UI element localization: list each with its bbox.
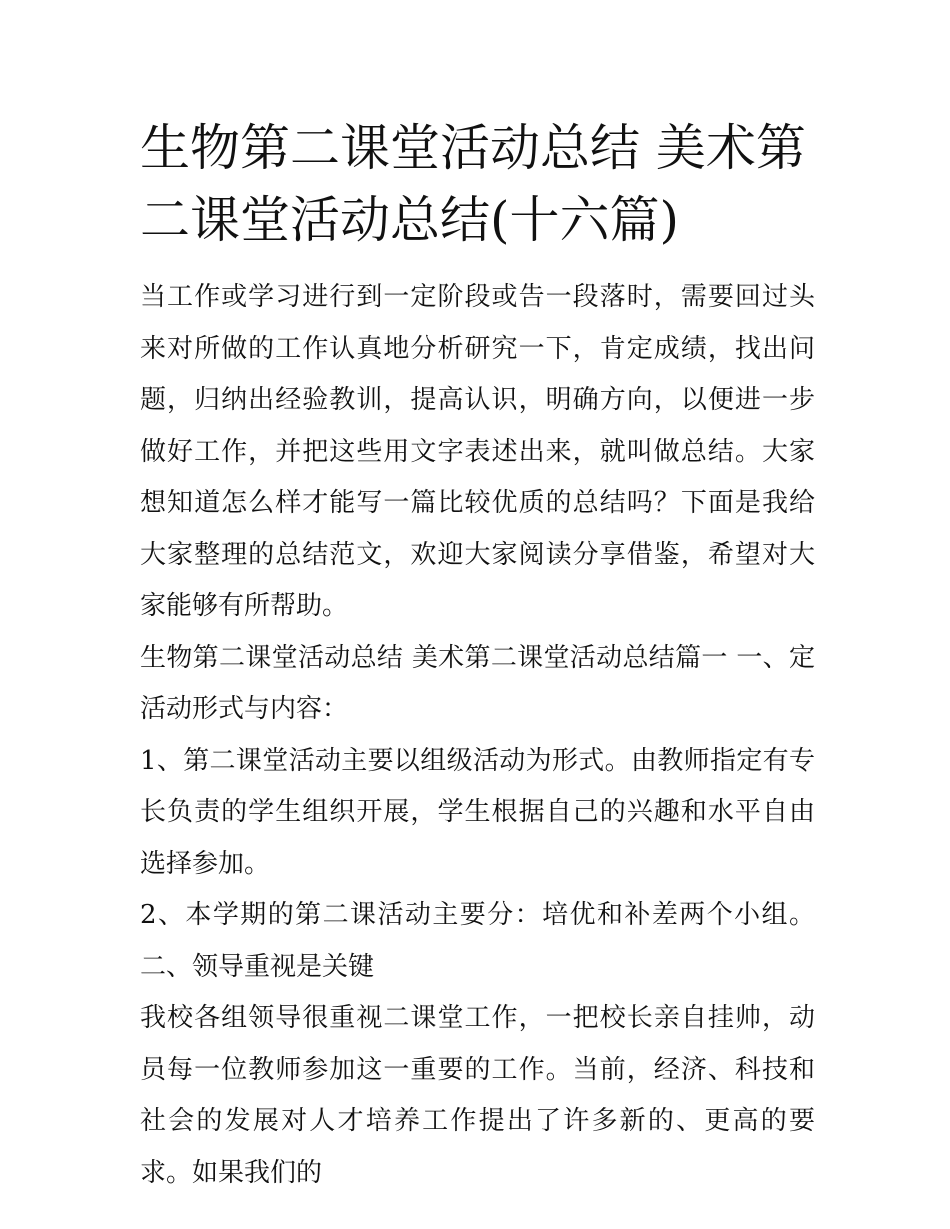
- section-heading-paragraph: 生物第二课堂活动总结 美术第二课堂活动总结篇一 一、定活动形式与内容：: [140, 642, 815, 724]
- document-body: [140, 272, 815, 1199]
- list-item-2-paragraph: 2、本学期的第二课活动主要分：培优和补差两个小组。 二、领导重视是关键: [140, 900, 815, 982]
- document-page: [140, 112, 815, 1199]
- document-title: 生物第二课堂活动总结 美术第二课堂活动总结(十六篇): [140, 119, 806, 249]
- list-item-1-paragraph: 1、第二课堂活动主要以组级活动为形式。由教师指定有专长负责的学生组织开展，学生根据自己的兴趣和水平自由选择参加。: [140, 745, 815, 879]
- intro-paragraph: 当工作或学习进行到一定阶段或告一段落时，需要回过头来对所做的工作认真地分析研究一下，肯定成绩，找出问题，归纳出经验教训，提高认识，明确方向，以便进一步做好工作，并把这些用文字表述出来，就叫做总结。大家想知道怎么样才能写一篇比较优质的总结吗？下面是我给大家整理的总结范文，欢迎大家阅读分享借鉴，希望对大家能够有所帮助。: [140, 282, 815, 621]
- leadership-paragraph: 我校各组领导很重视二课堂工作，一把校长亲自挂帅，动员每一位教师参加这一重要的工作。当前，经济、科技和社会的发展对人才培养工作提出了许多新的、更高的要求。如果我们的: [140, 1003, 815, 1188]
